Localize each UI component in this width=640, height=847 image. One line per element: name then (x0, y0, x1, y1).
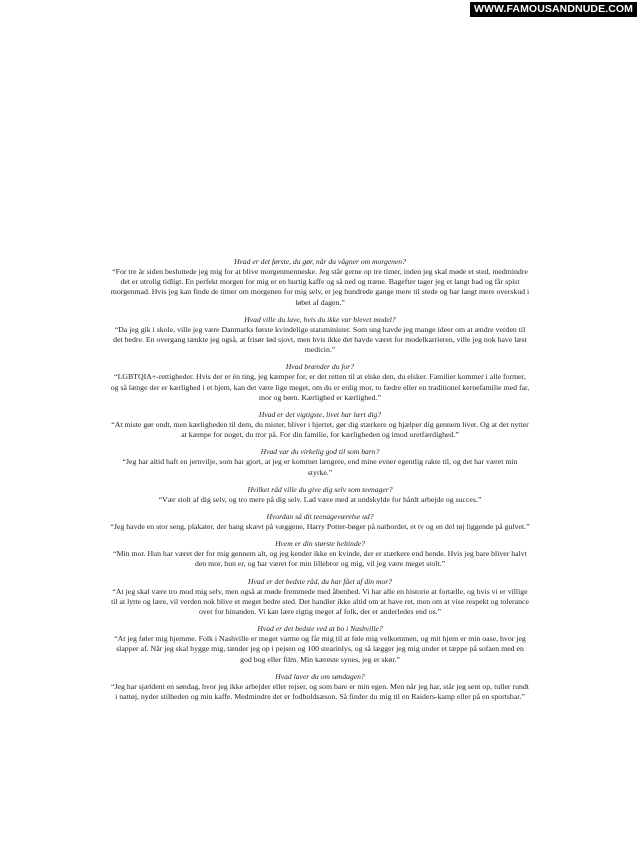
qa-block (110, 257, 530, 308)
qa-block (110, 624, 530, 665)
answer: “Jeg havde en stor seng, plakater, der hang skævt på væggene, Harry Potter-bøger på natbordet, et tv og en del tøj liggende på gulvet.” (110, 522, 530, 532)
qa-block (110, 512, 530, 532)
question: Hvad laver du om søndagen? (275, 671, 365, 681)
answer: “LGBTQIA+-rettigheder. Hvis der er én ting, jeg kæmper for, er det retten til at elske den, du elsker. Familier kommer i alle former, og så længe der er kærlighed i et hjem, kan det være lige meget, om du er enlig mor, to fædre eller en traditionel kernefamilie med far, mor og børn. Kærlighed er kærlighed.” (110, 372, 530, 402)
answer: “Min mor. Hun har været der for mig gennem alt, og jeg kender ikke en kvinde, der er stærkere end hende. Hvis jeg bare bliver halvt den mor, hun er, og har været for min lillebror og mig, vil jeg være meget stolt.” (113, 549, 527, 569)
answer: “At miste gør ondt, men kærligheden til dem, du mister, bliver i hjertet, gør dig stærkere og hjælper dig gennem livet. Og at det nytter at kæmpe for noget, du tror på. For din familie, for kærligheden og imod uretfærdighed.” (111, 420, 529, 440)
qa-block (110, 410, 530, 440)
article-body (110, 257, 530, 709)
qa-block (110, 539, 530, 569)
question: Hvilket råd ville du give dig selv som teenager? (247, 484, 393, 494)
watermark-banner: WWW.FAMOUSANDNUDE.COM (470, 2, 637, 17)
question: Hvad brænder du for? (285, 362, 355, 372)
qa-block (110, 362, 530, 403)
answer: “At jeg skal være tro mod mig selv, men også at møde fremmede med åbenhed. Vi har alle en historie at fortælle, og hvis vi er villige til at lytte og lære, vil verden nok blive et meget bedre sted. Det handler ikke altid om at have ret, men om at vise respekt og tolerance over for hinanden. Vi kan lære rigtig meget af folk, der er anderledes end os.” (111, 586, 529, 617)
question: Hvad er det vigtigste, livet har lært dig? (258, 410, 382, 420)
answer: “Da jeg gik i skole, ville jeg være Danmarks første kvindelige statsminister. Som ung havde jeg mange ideer om at ændre verden til det bedre. En overgang tænkte jeg også, at frisør lød sjovt, men hvis ikke det havde været for modelkarrieren, ville jeg nok have læst medicin.” (113, 324, 527, 355)
question: Hvordan så dit teenageværelse ud? (266, 512, 374, 522)
question: Hvad var du virkelig god til som barn? (260, 447, 380, 457)
answer: “Jeg har altid haft en jernvilje, som har gjort, at jeg er kommet længere, end mine evner egentlig rakte til, og det har været min styrke.” (122, 457, 518, 477)
qa-block (110, 315, 530, 356)
qa-block (110, 485, 530, 505)
question: Hvad er det første, du gør, når du vågner om morgenen? (234, 257, 406, 266)
qa-block (110, 577, 530, 618)
answer: “Jeg har sjældent en søndag, hvor jeg ikke arbejder eller rejser, og som bare er min egen. Men når jeg har, står jeg sent op, tuller rundt i nattøj, nyder stilheden og min kaffe. Medmindre det er fodboldsæson. Så finder du mig til en Raiders-kamp eller på en sportsbar.” (111, 681, 529, 702)
question: Hvad er det bedste råd, du har fået af din mor? (247, 576, 393, 586)
answer: “At jeg føler mig hjemme. Folk i Nashville er meget varme og får mig til at føle mig velkommen, og mit hjem er min oase, hvor jeg slapper af. Når jeg skal hygge mig, tænder jeg op i pejsen og 100 stearinlys, og så lægger jeg mig under et tæppe på sofaen med en god bog eller film. Min kæreste synes, jeg er skør.” (114, 634, 526, 664)
qa-block (110, 672, 530, 702)
answer: “For tre år siden besluttede jeg mig for at blive morgenmenneske. Jeg står gerne op tre timer, inden jeg skal møde et sted, medmindre det er utrolig tidligt. En perfekt morgen for mig er en hurtig kaffe og så ned og træne. Bagefter tager jeg et langt bad og får spist morgenmad. Hvis jeg kan finde de timer om morgenen for mig selv, er jeg hundrede gange mere til stede og har langt mere overskud i løbet af dagen.” (110, 267, 530, 307)
question: Hvem er din største heltinde? (275, 539, 365, 549)
question: Hvad ville du lave, hvis du ikke var blevet model? (244, 314, 396, 324)
answer: “Vær stolt af dig selv, og tro mere på dig selv. Lad være med at undskylde for hårdt arbejde og succes.” (158, 494, 482, 504)
question: Hvad er det bedste ved at bo i Nashville? (257, 624, 383, 634)
qa-block (110, 447, 530, 477)
